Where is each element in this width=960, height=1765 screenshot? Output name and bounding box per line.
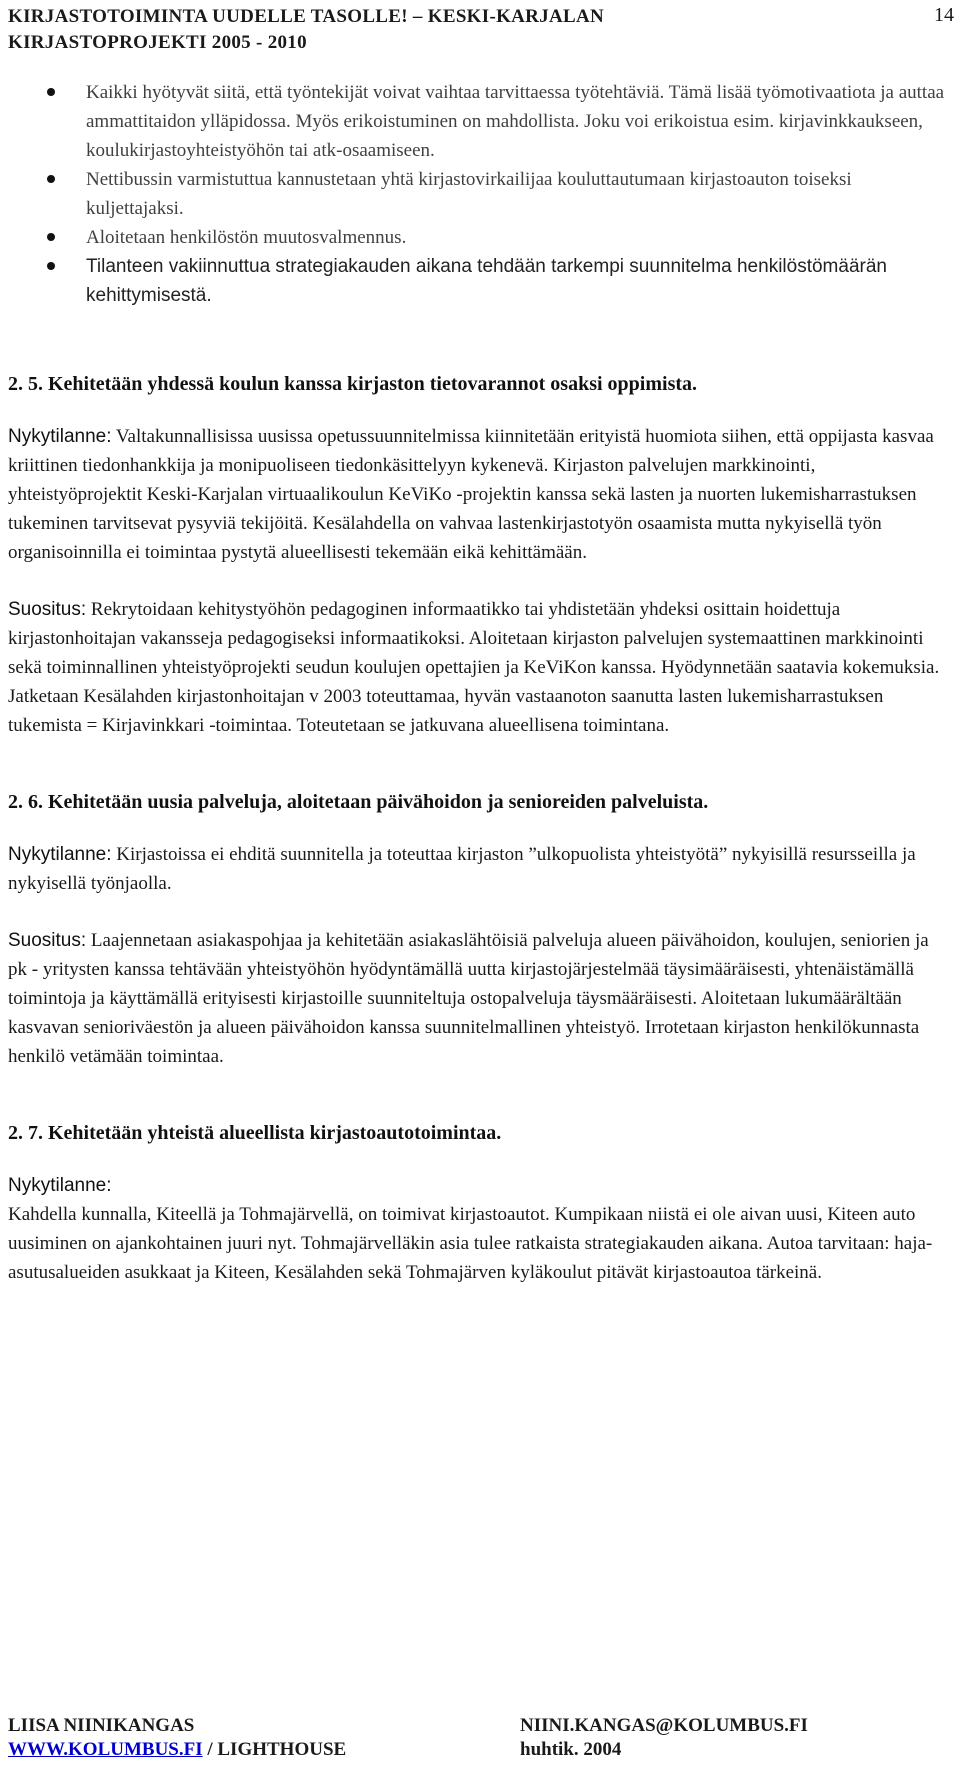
- page-header: [8, 4, 952, 56]
- current-situation-label: Nykytilanne:: [8, 426, 112, 447]
- header-title-line-1: KIRJASTOTOIMINTA UUDELLE TASOLLE! – KESKI-KARJALAN: [8, 6, 605, 27]
- current-situation-label: Nykytilanne:: [8, 1175, 112, 1196]
- footer-website-link[interactable]: WWW.KOLUMBUS.FI: [8, 1739, 203, 1760]
- document-body: [8, 78, 952, 1287]
- footer-date: huhtik. 2004: [520, 1739, 622, 1760]
- footer-email: NIINI.KANGAS@KOLUMBUS.FI: [520, 1715, 808, 1736]
- recommendation-label: Suositus:: [8, 599, 87, 620]
- bullet-icon: [47, 233, 55, 241]
- current-situation-paragraph: [8, 840, 952, 898]
- bullet-list: [8, 78, 952, 310]
- recommendation-paragraph: [8, 595, 952, 740]
- paragraph-text: Laajennetaan asiakaspohjaa ja kehitetään asiakaslähtöisiä palveluja alueen päivähoidon, koulujen, seniorien ja pk - yritysten kanssa tehtävään yhteistyöhön hyödyntämällä uutta kirjastojärjestelmää täysimääräisesti, yhtenäistämällä toimintoja ja käyttämällä erityisesti kirjastoille suunniteltuja ostopalveluja täysmääräisesti. Aloitetaan lukumäärältään kasvavan senioriväestön ja alueen päivähoidon kanssa suunnitelmallinen yhteistyö. Irrotetaan kirjaston henkilökunnasta henkilö vetämään toimintaa.: [8, 930, 929, 1067]
- list-item-text: Aloitetaan henkilöstön muutosvalmennus.: [86, 227, 407, 248]
- bullet-icon: [47, 262, 55, 270]
- recommendation-paragraph: [8, 926, 952, 1071]
- list-item-text: Tilanteen vakiinnuttua strategiakauden aikana tehdään tarkempi suunnitelma henkilöstömäärän kehittymisestä.: [86, 256, 887, 306]
- footer-link-suffix: / LIGHTHOUSE: [202, 1739, 347, 1760]
- current-situation-label: Nykytilanne:: [8, 844, 112, 865]
- section-heading-2-6: 2. 6. Kehitetään uusia palveluja, aloitetaan päivähoidon ja senioreiden palveluista.: [8, 791, 709, 813]
- current-situation-paragraph: Kahdella kunnalla, Kiteellä ja Tohmajärvellä, on toimivat kirjastoautot. Kumpikaan niistä ei ole aivan uusi, Kiteen auto uusiminen on ajankohtainen juuri nyt. Tohmajärvelläkin asia tulee ratkaista strategiakauden aikana. Autoa tarvitaan: haja-asutusalueiden asukkaat ja Kiteen, Kesälahden sekä Tohmajärven kyläkoulut pitävät kirjastoautoa tärkeinä.: [8, 1204, 933, 1283]
- paragraph-text: Rekrytoidaan kehitystyöhön pedagoginen informaatikko tai yhdistetään yhdeksi osittain hoidettuja kirjastonhoitajan vakansseja pedagogiseksi informaatikoksi. Aloitetaan kirjaston palvelujen systemaattinen markkinointi sekä toiminnallinen yhteistyöprojekti seudun koulujen opettajien ja KeViKon kanssa. Hyödynnetään saatavia kokemuksia. Jatketaan Kesälahden kirjastonhoitajan v 2003 toteuttamaa, hyvän vastaanoton saanutta lasten lukemisharrastuksen tukemista = Kirjavinkkari -toimintaa. Toteutetaan se jatkuvana alueellisena toimintana.: [8, 599, 940, 736]
- footer-author: LIISA NIINIKANGAS: [8, 1715, 195, 1736]
- bullet-icon: [47, 88, 55, 96]
- list-item: [8, 165, 952, 223]
- current-situation-paragraph: [8, 422, 952, 567]
- list-item: [8, 78, 952, 165]
- list-item-text: Kaikki hyötyvät siitä, että työntekijät voivat vaihtaa tarvittaessa työtehtäviä. Tämä lisää työmotivaatiota ja auttaa ammattitaidon ylläpidossa. Myös erikoistuminen on mahdollista. Joku voi erikoistua esim. kirjavinkkaukseen, koulukirjastoyhteistyöhön tai atk-osaamiseen.: [86, 82, 945, 161]
- list-item: [8, 223, 952, 252]
- section-heading-2-5: 2. 5. Kehitetään yhdessä koulun kanssa kirjaston tietovarannot osaksi oppimista.: [8, 373, 698, 395]
- page-footer: [8, 1714, 952, 1762]
- list-item-text: Nettibussin varmistuttua kannustetaan yhtä kirjastovirkailijaa kouluttautumaan kirjastoauton toiseksi kuljettajaksi.: [86, 169, 852, 219]
- page-number: 14: [934, 4, 954, 26]
- list-item: [8, 252, 952, 310]
- paragraph-text: Kirjastoissa ei ehditä suunnitella ja toteuttaa kirjaston ”ulkopuolista yhteistyötä” nykyisillä resursseilla ja nykyisellä työnjaolla.: [8, 844, 916, 894]
- paragraph-text: Valtakunnallisissa uusissa opetussuunnitelmissa kiinnitetään erityistä huomiota siihen, että oppijasta kasvaa kriittinen tiedonhankkija ja monipuoliseen tiedonkäsittelyyn kykenevä. Kirjaston palvelujen markkinointi, yhteistyöprojektit Keski-Karjalan virtuaalikoulun KeViKo -projektin kanssa sekä lasten ja nuorten lukemisharrastuksen tukeminen tarvitsevat pysyviä tekijöitä. Kesälahdella on vahvaa lastenkirjastotyön osaamista mutta nykyisellä työn organisoinnilla ei toimintaa pystytä alueellisesti tekemään eikä kehittämään.: [8, 426, 934, 563]
- bullet-icon: [47, 175, 55, 183]
- recommendation-label: Suositus:: [8, 930, 87, 951]
- header-title-line-2: KIRJASTOPROJEKTI 2005 - 2010: [8, 32, 307, 53]
- section-heading-2-7: 2. 7. Kehitetään yhteistä alueellista kirjastoautotoimintaa.: [8, 1122, 502, 1144]
- current-situation-label-line: [8, 1171, 952, 1200]
